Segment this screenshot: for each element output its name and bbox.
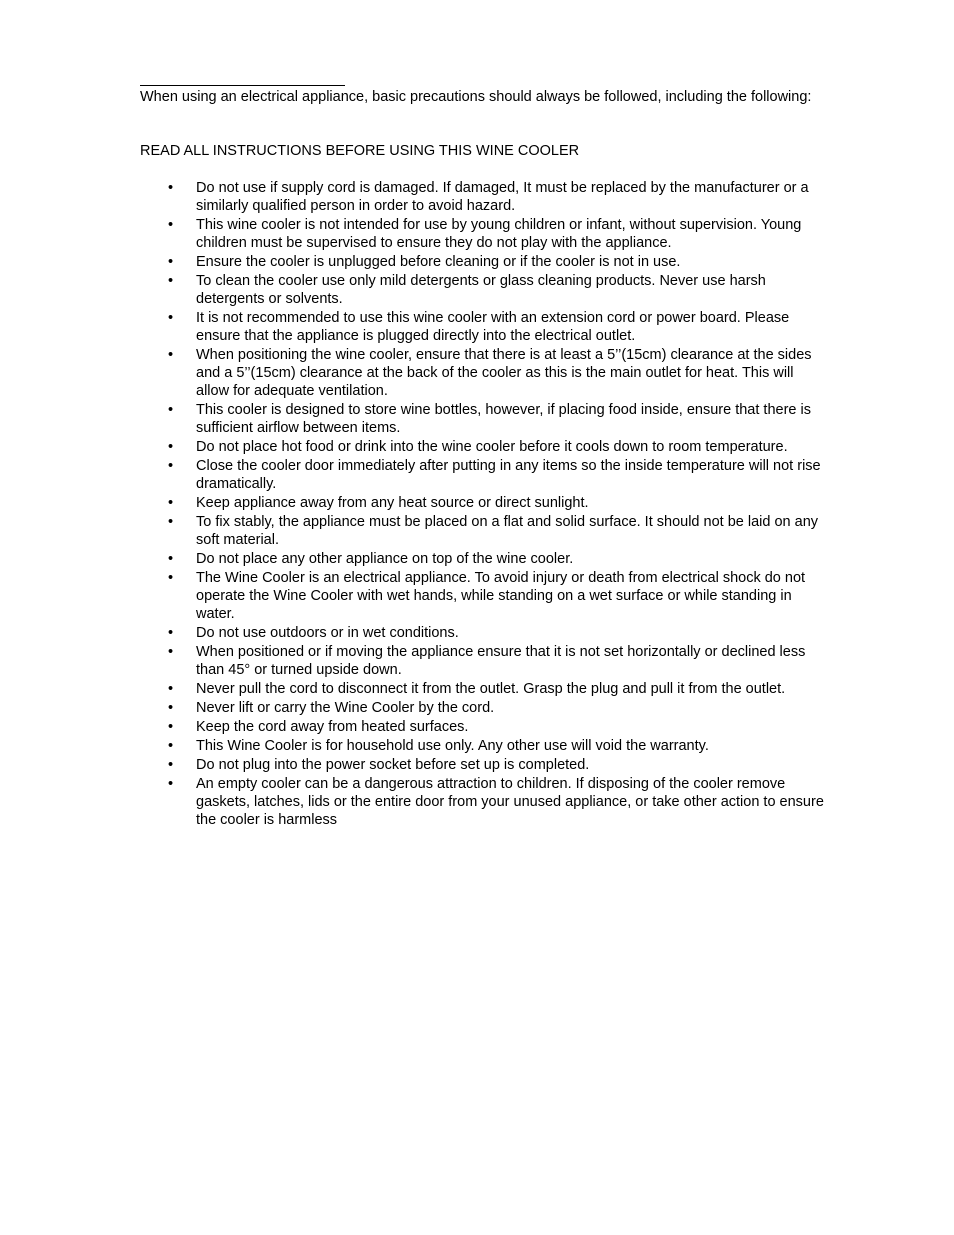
bullet-icon: • <box>168 402 174 418</box>
bullet-icon: • <box>168 681 174 697</box>
intro-paragraph: When using an electrical appliance, basic precautions should always be followed, including the following: <box>140 89 812 105</box>
list-item <box>140 457 830 493</box>
list-item-text: Do not place hot food or drink into the wine cooler before it cools down to room temperature. <box>196 439 788 455</box>
list-item <box>140 494 830 512</box>
list-item <box>140 643 830 679</box>
list-item <box>140 680 830 698</box>
list-item <box>140 346 830 400</box>
bullet-icon: • <box>168 719 174 735</box>
list-item-text: The Wine Cooler is an electrical appliance. To avoid injury or death from electrical shock do not operate the Wine Cooler with wet hands, while standing on a wet surface or while standing in water. <box>196 570 806 622</box>
bullet-icon: • <box>168 551 174 567</box>
list-item <box>140 699 830 717</box>
list-item-text: Close the cooler door immediately after putting in any items so the inside temperature will not rise dramatically. <box>196 458 821 492</box>
list-item-text: Never lift or carry the Wine Cooler by the cord. <box>196 700 495 716</box>
list-item-text: An empty cooler can be a dangerous attraction to children. If disposing of the cooler remove gaskets, latches, lids or the entire door from your unused appliance, or take other action to ensure the cooler is harmless <box>196 776 824 828</box>
list-item <box>140 569 830 623</box>
list-item <box>140 253 830 271</box>
list-item-text: To fix stably, the appliance must be placed on a flat and solid surface. It should not be laid on any soft material. <box>196 514 819 548</box>
list-item-text: It is not recommended to use this wine cooler with an extension cord or power board. Please ensure that the appliance is plugged directly into the electrical outlet. <box>196 310 790 344</box>
bullet-icon: • <box>168 347 174 363</box>
bullet-icon: • <box>168 458 174 474</box>
list-item-text: Do not use outdoors or in wet conditions. <box>196 625 459 641</box>
precautions-list <box>140 179 830 830</box>
list-item-text: Ensure the cooler is unplugged before cleaning or if the cooler is not in use. <box>196 254 681 270</box>
list-item <box>140 550 830 568</box>
list-item <box>140 624 830 642</box>
list-item-text: Do not plug into the power socket before set up is completed. <box>196 757 590 773</box>
bullet-icon: • <box>168 757 174 773</box>
bullet-icon: • <box>168 738 174 754</box>
section-rule <box>140 85 345 86</box>
list-item <box>140 756 830 774</box>
list-item <box>140 216 830 252</box>
list-item-text: This cooler is designed to store wine bottles, however, if placing food inside, ensure that there is sufficient airflow between items. <box>196 402 811 436</box>
list-item-text: Do not use if supply cord is damaged. If damaged, It must be replaced by the manufacturer or a similarly qualified person in order to avoid hazard. <box>196 180 809 214</box>
list-item <box>140 513 830 549</box>
bullet-icon: • <box>168 495 174 511</box>
bullet-icon: • <box>168 644 174 660</box>
list-item-text: Do not place any other appliance on top of the wine cooler. <box>196 551 574 567</box>
list-item <box>140 775 830 829</box>
list-item <box>140 438 830 456</box>
bullet-icon: • <box>168 273 174 289</box>
bullet-icon: • <box>168 180 174 196</box>
list-item-text: Keep the cord away from heated surfaces. <box>196 719 469 735</box>
list-item-text: When positioned or if moving the appliance ensure that it is not set horizontally or declined less than 45° or turned upside down. <box>196 644 806 678</box>
list-item-text: This wine cooler is not intended for use by young children or infant, without supervision. Young children must be supervised to ensure they do not play with the appliance. <box>196 217 802 251</box>
bullet-icon: • <box>168 625 174 641</box>
bullet-icon: • <box>168 514 174 530</box>
list-item-text: This Wine Cooler is for household use only. Any other use will void the warranty. <box>196 738 709 754</box>
list-item-text: Never pull the cord to disconnect it from the outlet. Grasp the plug and pull it from the outlet. <box>196 681 786 697</box>
bullet-icon: • <box>168 570 174 586</box>
list-item <box>140 401 830 437</box>
bullet-icon: • <box>168 776 174 792</box>
list-item <box>140 718 830 736</box>
bullet-icon: • <box>168 254 174 270</box>
list-item <box>140 272 830 308</box>
list-item <box>140 737 830 755</box>
list-item-text: To clean the cooler use only mild detergents or glass cleaning products. Never use harsh detergents or solvents. <box>196 273 766 307</box>
bullet-icon: • <box>168 439 174 455</box>
list-item-text: Keep appliance away from any heat source or direct sunlight. <box>196 495 589 511</box>
list-item <box>140 179 830 215</box>
instructions-heading: READ ALL INSTRUCTIONS BEFORE USING THIS WINE COOLER <box>140 143 580 159</box>
bullet-icon: • <box>168 700 174 716</box>
list-item-text: When positioning the wine cooler, ensure that there is at least a 5’’(15cm) clearance at the sides and a 5’’(15cm) clearance at the back of the cooler as this is the main outlet for heat. This will allow for adequate ventilation. <box>196 347 812 399</box>
list-item <box>140 309 830 345</box>
bullet-icon: • <box>168 217 174 233</box>
bullet-icon: • <box>168 310 174 326</box>
